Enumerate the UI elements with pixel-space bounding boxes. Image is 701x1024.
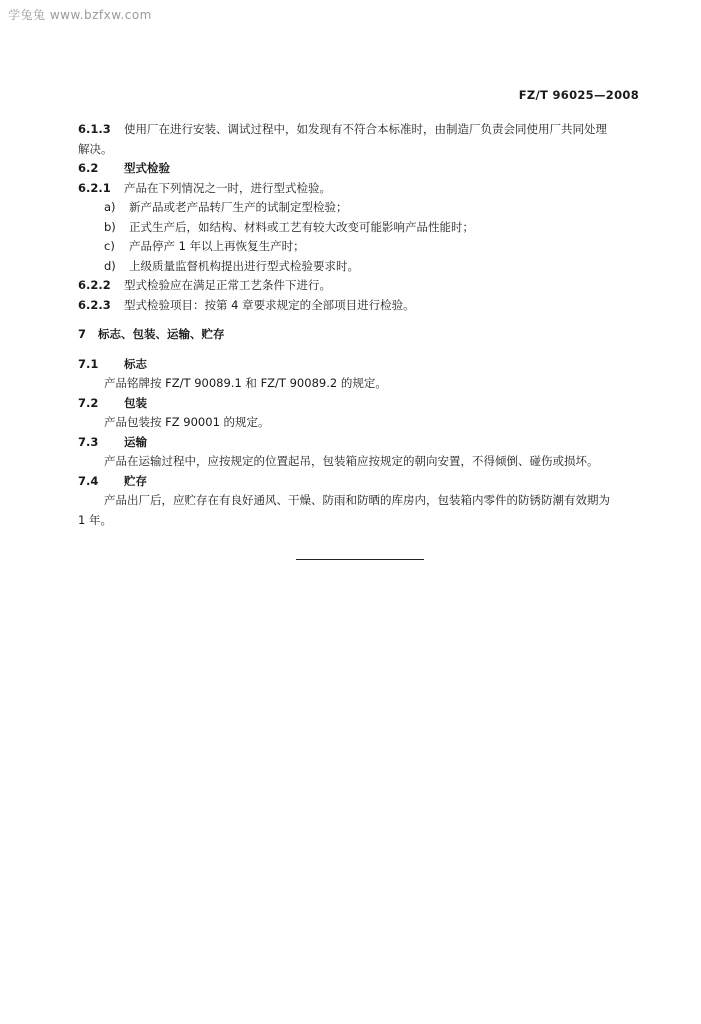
clause-6-1-3-continuation bbox=[78, 140, 644, 160]
section-text: 产品出厂后，应贮存在有良好通风、干燥、防雨和防晒的库房内，包装箱内零件的防锈防潮有效期为 bbox=[104, 493, 610, 507]
section-7-4-continuation bbox=[78, 511, 644, 531]
section-7-2-heading bbox=[78, 394, 644, 414]
list-item-text: 产品停产 1 年以上再恢复生产时； bbox=[129, 239, 305, 253]
list-item bbox=[78, 237, 644, 257]
section-title: 包装 bbox=[124, 395, 147, 410]
section-7-4-text bbox=[78, 491, 644, 511]
section-text: 产品在运输过程中，应按规定的位置起吊，包装箱应按规定的朝向安置，不得倾倒、碰伤或损坏。 bbox=[104, 454, 599, 468]
clause-number: 6.2.1 bbox=[78, 180, 111, 195]
section-7-2-text bbox=[78, 413, 644, 433]
clause-number: 6.2.3 bbox=[78, 297, 111, 312]
section-title: 标志 bbox=[124, 356, 147, 371]
section-7-1-text bbox=[78, 374, 644, 394]
section-text: 产品铭牌按 FZ/T 90089.1 和 FZ/T 90089.2 的规定。 bbox=[104, 376, 387, 390]
clause-text-continued: 解决。 bbox=[78, 141, 113, 156]
section-text-continued: 1 年。 bbox=[78, 512, 112, 527]
section-number: 6.2 bbox=[78, 161, 99, 175]
list-item-text: 上级质量监督机构提出进行型式检验要求时。 bbox=[129, 258, 359, 273]
clause-text: 使用厂在进行安装、调试过程中，如发现有不符合本标准时，由制造厂负责会同使用厂共同处理 bbox=[124, 122, 607, 136]
clause-6-2-3 bbox=[78, 296, 644, 316]
clause-text: 产品在下列情况之一时，进行型式检验。 bbox=[124, 180, 331, 195]
section-6-2-heading bbox=[78, 159, 644, 179]
section-7-4-heading bbox=[78, 472, 644, 492]
list-item bbox=[78, 257, 644, 277]
list-item-marker: b) bbox=[104, 219, 116, 234]
list-item bbox=[78, 218, 644, 238]
chapter-number: 7 bbox=[78, 327, 87, 341]
section-7-3-text bbox=[78, 452, 644, 472]
section-title: 型式检验 bbox=[124, 161, 170, 175]
list-item-marker: d) bbox=[104, 258, 116, 273]
document-body bbox=[78, 120, 644, 530]
end-of-document-rule bbox=[296, 559, 424, 560]
clause-6-2-1 bbox=[78, 179, 644, 199]
standard-code: FZ/T 96025—2008 bbox=[518, 88, 639, 102]
clause-number: 6.2.2 bbox=[78, 278, 111, 292]
list-item-marker: a) bbox=[104, 200, 116, 214]
list-item-marker: c) bbox=[104, 239, 115, 253]
section-7-1-heading bbox=[78, 355, 644, 375]
watermark: 学兔兔 www.bzfxw.com bbox=[8, 8, 152, 22]
section-number: 7.2 bbox=[78, 395, 99, 410]
section-number: 7.3 bbox=[78, 434, 99, 449]
clause-text: 型式检验项目：按第 4 章要求规定的全部项目进行检验。 bbox=[124, 297, 415, 312]
section-text: 产品包装按 FZ 90001 的规定。 bbox=[104, 415, 270, 429]
clause-number: 6.1.3 bbox=[78, 122, 111, 136]
section-title: 运输 bbox=[124, 434, 147, 449]
section-7-3-heading bbox=[78, 433, 644, 453]
clause-6-2-2 bbox=[78, 276, 644, 296]
section-title: 贮存 bbox=[124, 473, 147, 488]
chapter-7-heading bbox=[78, 325, 644, 345]
list-item-text: 正式生产后，如结构、材料或工艺有较大改变可能影响产品性能时； bbox=[129, 219, 474, 234]
section-number: 7.1 bbox=[78, 356, 99, 371]
list-item-text: 新产品或老产品转厂生产的试制定型检验； bbox=[129, 200, 348, 214]
list-item bbox=[78, 198, 644, 218]
clause-6-1-3 bbox=[78, 120, 644, 140]
clause-text: 型式检验应在满足正常工艺条件下进行。 bbox=[124, 278, 331, 292]
section-number: 7.4 bbox=[78, 473, 99, 488]
chapter-title: 标志、包装、运输、贮存 bbox=[98, 327, 225, 341]
